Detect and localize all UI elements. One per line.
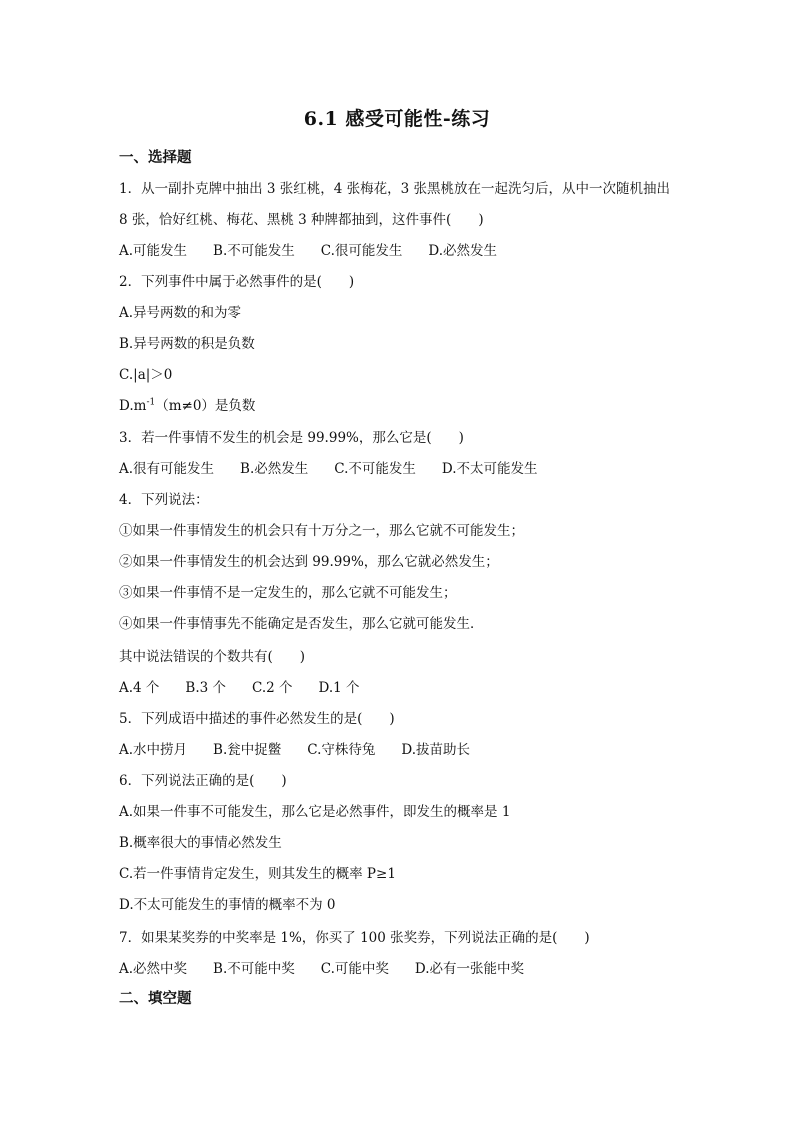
q4-statement-2: ②如果一件事情发生的机会达到 99.99%，那么它就必然发生； <box>119 554 499 570</box>
q4-statement-4: ④如果一件事情事先不能确定是否发生，那么它就可能发生． <box>119 616 484 632</box>
q2-option-c: C.|a|＞0 <box>119 367 173 383</box>
q2-option-d-suffix: （m≠0）是负数 <box>155 398 256 414</box>
q1-stem-line2: 8 张，恰好红桃、梅花、黑桃 3 种牌都抽到，这件事件( ) <box>119 212 484 228</box>
q6-option-a: A.如果一件事不可能发生，那么它是必然事件，即发生的概率是 1 <box>119 804 511 820</box>
q7-options <box>119 957 524 977</box>
q4-statement-3: ③如果一件事情不是一定发生的，那么它就不可能发生； <box>119 585 457 601</box>
q5-option-d: D.拔苗助长 <box>401 742 471 758</box>
q2-option-d <box>119 394 255 414</box>
q3-option-c: C.不可能发生 <box>334 461 416 477</box>
q4-option-c: C.2 个 <box>252 680 293 696</box>
q7-option-d: D.必有一张能中奖 <box>414 961 525 977</box>
q6-option-b: B.概率很大的事情必然发生 <box>119 835 282 851</box>
q2-option-d-exponent: -1 <box>146 397 156 408</box>
q2-stem: 2．下列事件中属于必然事件的是( ) <box>119 274 355 290</box>
q2-option-a: A.异号两数的和为零 <box>119 305 242 321</box>
q4-statement-1: ①如果一件事情发生的机会只有十万分之一，那么它就不可能发生； <box>119 523 524 539</box>
q7-option-c: C.可能中奖 <box>320 961 389 977</box>
q2-option-b: B.异号两数的积是负数 <box>119 336 255 352</box>
q6-option-d: D.不太可能发生的事情的概率不为 0 <box>119 897 336 913</box>
q5-options <box>119 738 470 758</box>
q2-option-d-prefix: D.m <box>119 398 147 414</box>
q6-option-c: C.若一件事情肯定发生，则其发生的概率 P≥1 <box>119 866 396 882</box>
q4-option-b: B.3 个 <box>185 680 227 696</box>
q4-question: 其中说法错误的个数共有( ) <box>119 649 306 665</box>
q7-stem: 7．如果某奖券的中奖率是 1%，你买了 100 张奖券，下列说法正确的是( ) <box>119 930 590 946</box>
q3-option-a: A.很有可能发生 <box>119 461 215 477</box>
q1-options <box>119 239 497 259</box>
q5-option-a: A.水中捞月 <box>119 742 188 758</box>
q1-option-d: D.必然发生 <box>428 243 498 259</box>
q1-option-c: C.很可能发生 <box>320 243 403 259</box>
page-title: 6.1 感受可能性-练习 <box>303 108 491 130</box>
q4-options <box>119 676 360 696</box>
q5-stem: 5．下列成语中描述的事件必然发生的是( ) <box>119 711 395 727</box>
section-heading-fill-blank: 二、填空题 <box>119 990 192 1007</box>
q1-option-a: A.可能发生 <box>119 243 188 259</box>
q3-option-d: D.不太可能发生 <box>441 461 538 477</box>
q7-option-a: A.必然中奖 <box>119 961 188 977</box>
q5-option-b: B.瓮中捉鳖 <box>213 742 282 758</box>
q3-option-b: B.必然发生 <box>240 461 309 477</box>
q6-stem: 6．下列说法正确的是( ) <box>119 773 287 789</box>
q1-stem-line1: 1．从一副扑克牌中抽出 3 张红桃，4 张梅花，3 张黑桃放在一起洗匀后，从中一次随机抽出 <box>119 181 671 197</box>
q4-option-d: D.1 个 <box>318 680 360 696</box>
q4-stem: 4．下列说法： <box>119 492 209 508</box>
q1-option-b: B.不可能发生 <box>213 243 295 259</box>
q4-option-a: A.4 个 <box>119 680 160 696</box>
q7-option-b: B.不可能中奖 <box>213 961 295 977</box>
q3-options <box>119 457 538 477</box>
q3-stem: 3．若一件事情不发生的机会是 99.99%，那么它是( ) <box>119 430 464 446</box>
q5-option-c: C.守株待兔 <box>307 742 376 758</box>
section-heading-choice: 一、选择题 <box>119 149 192 166</box>
